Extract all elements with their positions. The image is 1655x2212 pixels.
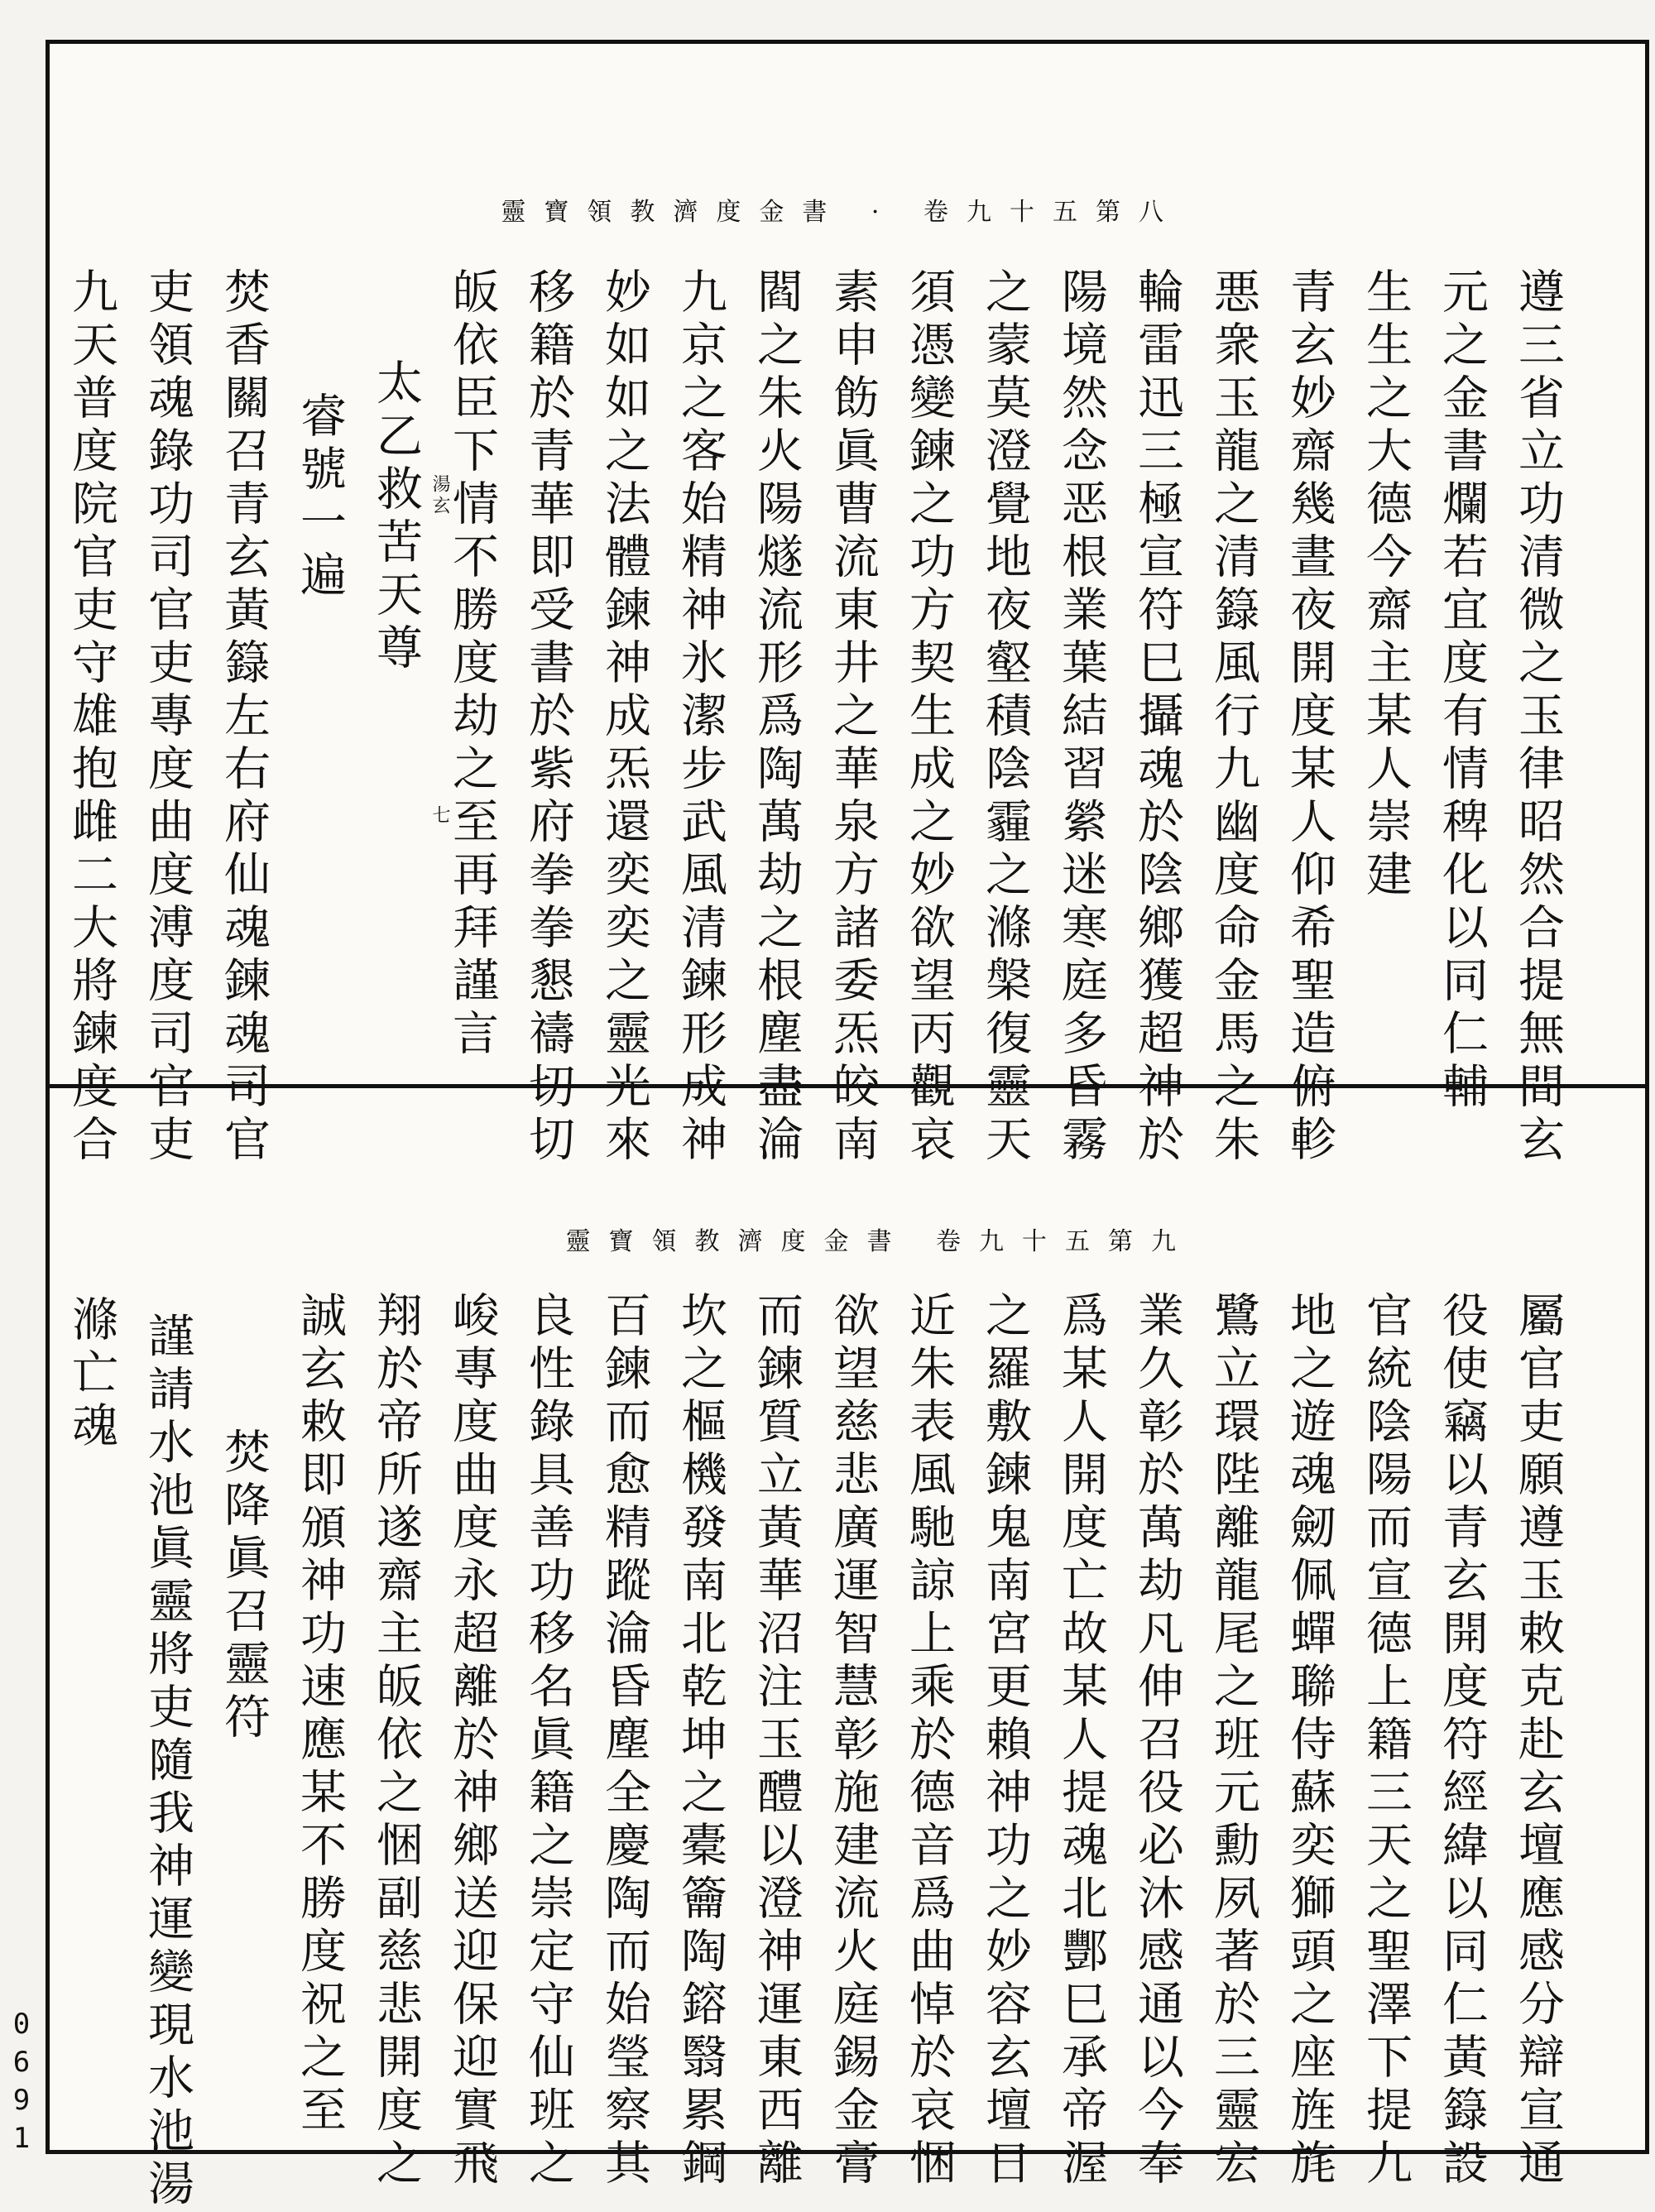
top-column-12: 九京之客始精神氷潔步武風清鍊形成神 xyxy=(674,267,727,1168)
bottom-column-12: 坎之樞機發南北乾坤之橐籥陶鎔翳累鋼 xyxy=(674,1291,727,2191)
bottom-column-8: 之羅敷鍊鬼南宮更賴神功之妙容玄壇日 xyxy=(978,1291,1032,2191)
bottom-column-20: 滌亡魂 xyxy=(65,1295,118,1454)
bottom-column-9: 近朱表風馳諒上乘於德音爲曲悼於哀悃 xyxy=(902,1291,956,2191)
top-column-18: 焚香關召青玄黃籙左右府仙魂鍊魂司官 xyxy=(217,267,271,1168)
top-column-7: 陽境然念恶根業葉結習縈迷寒庭多昏霧 xyxy=(1054,267,1108,1168)
bottom-column-6: 業久彰於萬劫凡伸召役必沐感通以今奉 xyxy=(1130,1291,1184,2191)
bottom-column-1: 屬官吏願遵玉敕克赴玄壇應感分辯宣通 xyxy=(1511,1291,1565,2191)
top-column-13: 妙如如之法體鍊神成炁還奕奕之靈光來 xyxy=(597,267,651,1168)
top-column-4: 青玄妙齋幾晝夜開度某人仰希聖造俯軫 xyxy=(1283,267,1336,1168)
top-column-6: 輪雷迅三極宣符巳攝魂於陰鄉獲超神於 xyxy=(1130,267,1184,1168)
top-panel xyxy=(50,44,1645,1168)
bottom-column-5: 鷺立環陛離龍尾之班元勳夙著於三靈宏 xyxy=(1206,1291,1260,2191)
bottom-column-18: 焚降眞召靈符 xyxy=(217,1427,271,1745)
page-frame xyxy=(46,40,1649,2212)
bottom-column-2: 役使竊以青玄開度符經緯以同仁黃籙設 xyxy=(1435,1291,1489,2191)
bottom-column-14: 良性錄具善功移名眞籍之崇定守仙班之 xyxy=(521,1291,575,2191)
top-column-5: 悪衆玉龍之清籙風行九幽度命金馬之朱 xyxy=(1206,267,1260,1168)
top-column-20: 九天普度院官吏守雄抱雌二大將鍊度合 xyxy=(65,267,118,1168)
top-note-tang: 湯玄 xyxy=(429,474,450,517)
bottom-panel xyxy=(50,1088,1645,2212)
top-column-14: 移籍於青華即受書於紫府拳拳懇禱切切 xyxy=(521,267,575,1168)
top-column-1: 遵三省立功清微之玉律昭然合提無間玄 xyxy=(1511,267,1565,1168)
bottom-column-10: 欲望慈悲廣運智慧彰施建流火庭錫金膏 xyxy=(826,1291,880,2191)
bottom-column-16: 翔於帝所遂齋主皈依之悃副慈悲開度之 xyxy=(369,1291,423,2191)
top-column-15: 皈依臣下情不勝度劫之至再拜謹言 xyxy=(445,267,499,1062)
bottom-column-3: 官統陰陽而宣德上籍三天之聖澤下提九 xyxy=(1359,1291,1413,2191)
bottom-column-15: 峻專度曲度永超離於神鄉送迎保迎實飛 xyxy=(445,1291,499,2191)
bottom-column-4: 地之遊魂劒佩蟬聯侍蘇奕獅頭之座旌旄 xyxy=(1283,1291,1336,2191)
bottom-column-11: 而鍊質立黃華沼注玉醴以澄神運東西離 xyxy=(750,1291,804,2191)
top-note-seven: 七 xyxy=(429,805,450,827)
bottom-column-19: 謹請水池眞靈將吏隨我神運變現水池湯 xyxy=(141,1312,194,2212)
bottom-column-13: 百鍊而愈精蹤淪昏塵全慶陶而始瑩察其 xyxy=(597,1291,651,2191)
top-column-8: 之蒙莫澄覺地夜壑積陰霾之滌槃復靈天 xyxy=(978,267,1032,1168)
bottom-column-7: 爲某人開度亡故某人提魂北酆巳承帝渥 xyxy=(1054,1291,1108,2191)
top-column-2: 元之金書爛若宜度有情稗化以同仁輔 xyxy=(1435,267,1489,1115)
bottom-column-17: 誠玄敕即頒神功速應某不勝度祝之至 xyxy=(293,1291,347,2138)
top-column-9: 須憑變鍊之功方契生成之妙欲望丙觀哀 xyxy=(902,267,956,1168)
top-column-11: 閻之朱火陽燧流形爲陶萬劫之根塵盡淪 xyxy=(750,267,804,1168)
bottom-page-header: 靈寶領教濟度金書 卷九十五第九 xyxy=(565,1227,1194,1256)
top-page-header: 靈寶領教濟度金書 · 卷九十五第八 xyxy=(501,198,1182,227)
top-column-16: 太乙救苦天尊 xyxy=(369,358,423,676)
top-column-10: 素申飭眞曹流東井之華泉方諸委炁皎南 xyxy=(826,267,880,1168)
top-column-17: 睿號一遍 xyxy=(293,391,347,603)
page-number: 0691 xyxy=(5,2008,38,2160)
top-column-19: 吏領魂錄功司官吏專度曲度溥度司官吏 xyxy=(141,267,194,1168)
top-column-3: 生生之大德今齋主某人崇建 xyxy=(1359,267,1413,903)
